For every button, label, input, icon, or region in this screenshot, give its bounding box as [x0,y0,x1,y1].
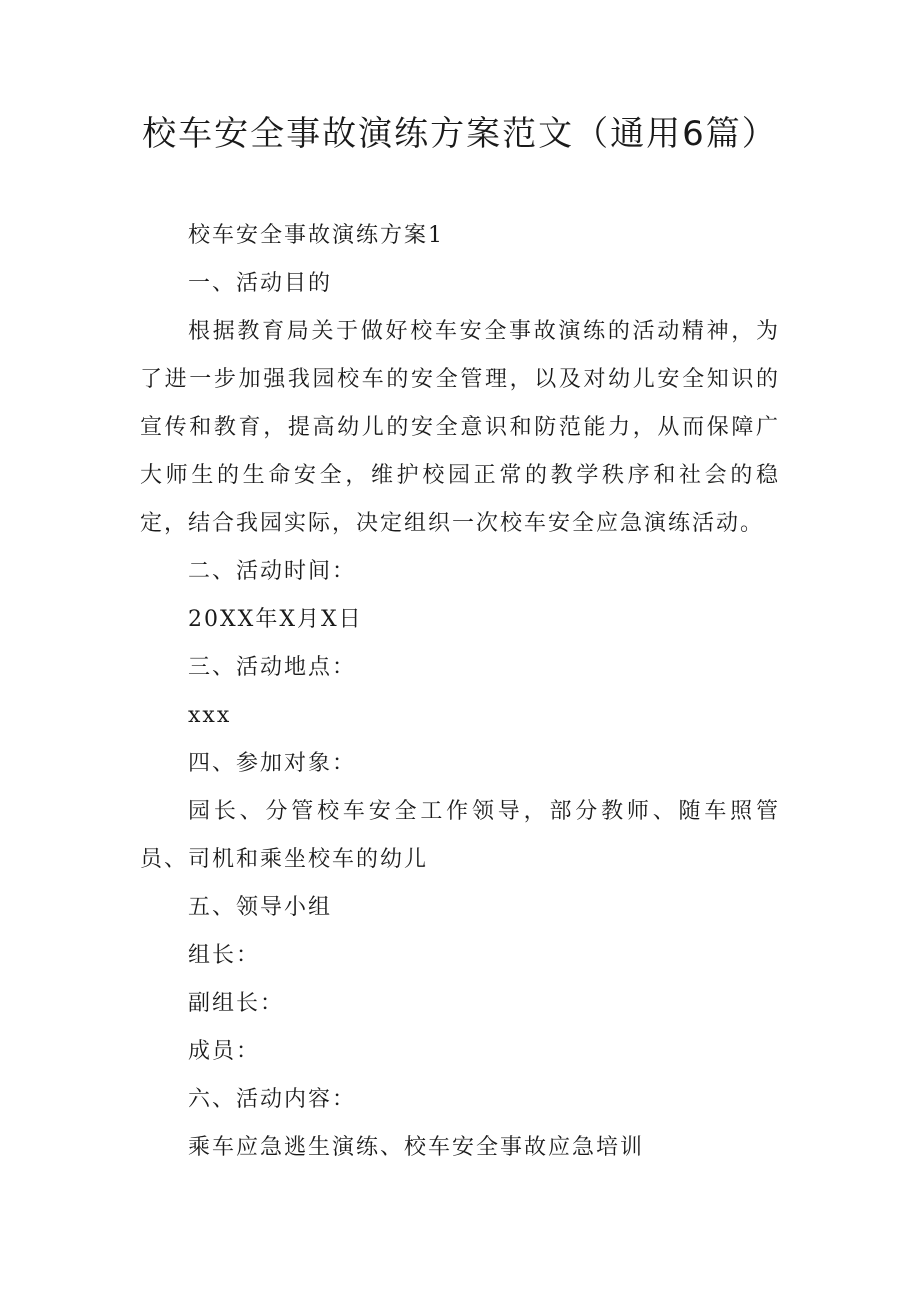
time-value: 20XX年X月X日 [188,607,363,632]
heading-leadership: 五、领导小组 [188,895,333,920]
paragraph-participants: 园长、分管校车安全工作领导，部分教师、随车照管员、司机和乘坐校车的幼儿 [140,799,780,872]
heading-place: 三、活动地点： [188,655,357,680]
heading-content: 六、活动内容： [188,1087,357,1112]
document-title: 校车安全事故演练方案范文（通用6篇） [142,114,778,154]
document-body [140,212,780,1172]
paragraph-purpose: 根据教育局关于做好校车安全事故演练的活动精神，为了进一步加强我园校车的安全管理，以及对幼儿安全知识的宣传和教育，提高幼儿的安全意识和防范能力，从而保障广大师生的生命安全，维护校园正常的教学秩序和社会的稳定，结合我园实际，决定组织一次校车安全应急演练活动。 [140,319,780,536]
section-heading: 校车安全事故演练方案1 [188,223,444,248]
vice-leader-label: 副组长： [188,991,285,1016]
heading-time: 二、活动时间： [188,559,357,584]
place-value: xxx [188,703,232,728]
heading-purpose: 一、活动目的 [188,271,333,296]
content-value: 乘车应急逃生演练、校车安全事故应急培训 [188,1135,645,1160]
heading-participants: 四、参加对象： [188,751,357,776]
members-label: 成员： [188,1039,261,1064]
leader-label: 组长： [188,943,261,968]
